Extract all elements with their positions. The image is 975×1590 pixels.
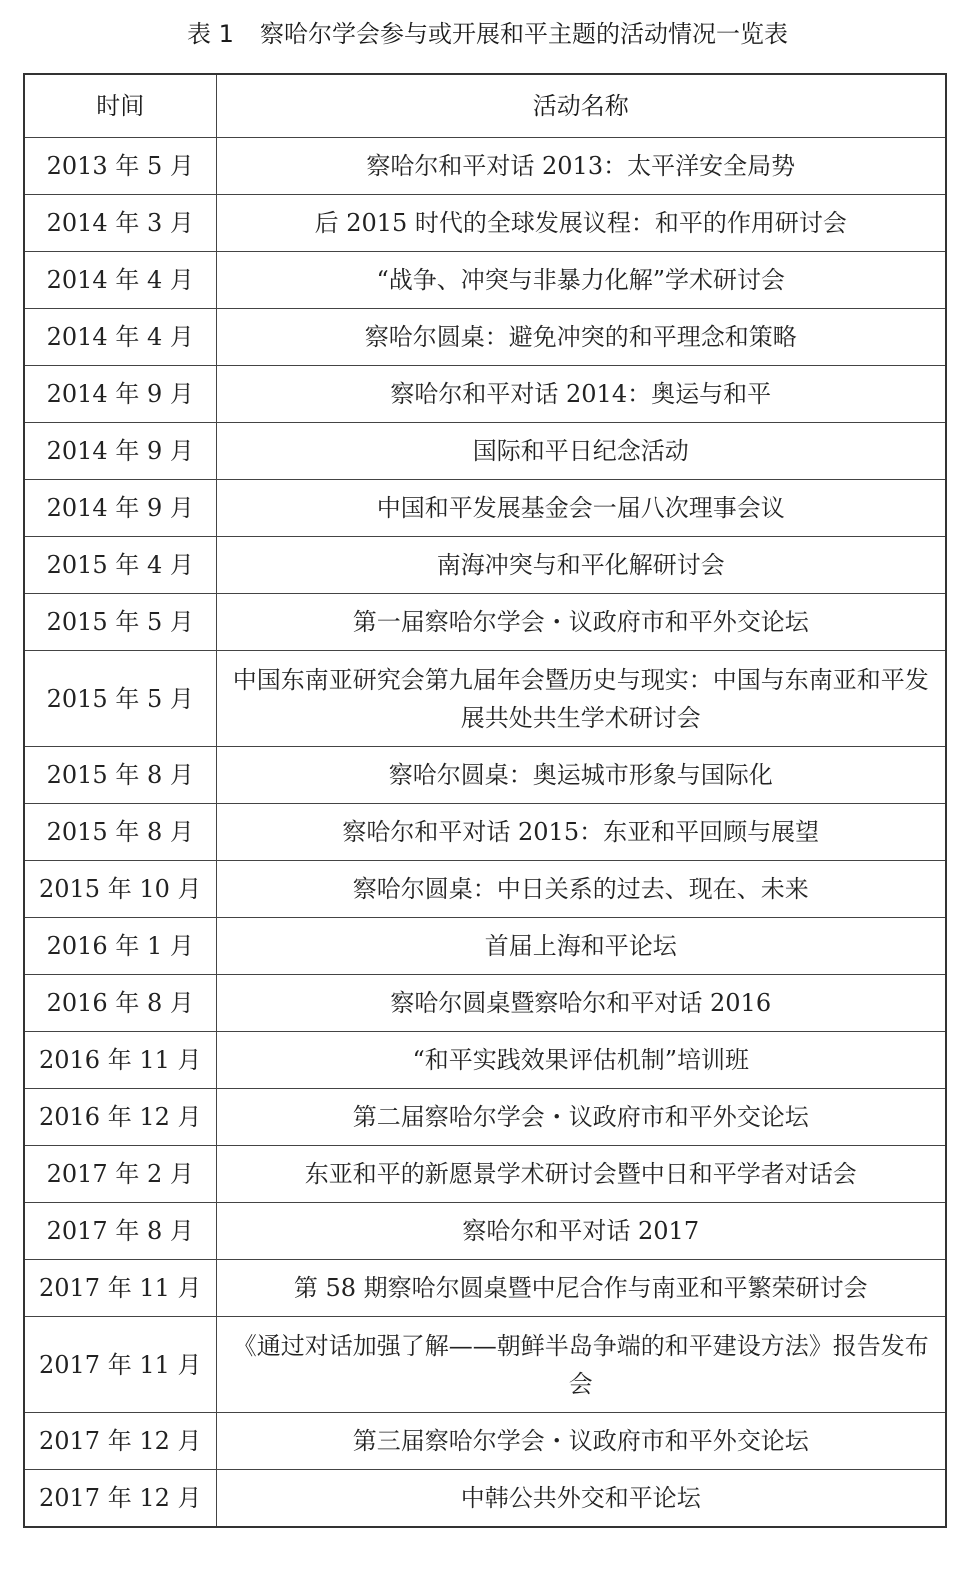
table-title: 察哈尔学会参与或开展和平主题的活动情况一览表	[259, 20, 788, 48]
cell-activity: 察哈尔和平对话 2017	[216, 1203, 946, 1260]
header-row	[24, 74, 946, 138]
cell-time: 2017 年 12 月	[24, 1413, 216, 1470]
cell-activity: 《通过对话加强了解——朝鲜半岛争端的和平建设方法》报告发布会	[216, 1317, 946, 1413]
cell-time: 2016 年 1 月	[24, 918, 216, 975]
cell-time: 2017 年 11 月	[24, 1260, 216, 1317]
cell-activity: 察哈尔和平对话 2014：奥运与和平	[216, 366, 946, 423]
table-row	[24, 1146, 946, 1203]
cell-activity: 东亚和平的新愿景学术研讨会暨中日和平学者对话会	[216, 1146, 946, 1203]
cell-time: 2017 年 12 月	[24, 1470, 216, 1527]
cell-activity: 第一届察哈尔学会・议政府市和平外交论坛	[216, 594, 946, 651]
cell-time: 2015 年 5 月	[24, 651, 216, 747]
table-row	[24, 804, 946, 861]
cell-time: 2014 年 4 月	[24, 309, 216, 366]
table-number: 表 1	[187, 20, 234, 48]
table-row	[24, 861, 946, 918]
cell-time: 2017 年 2 月	[24, 1146, 216, 1203]
table-row	[24, 423, 946, 480]
table-caption	[0, 14, 975, 54]
cell-activity: 第三届察哈尔学会・议政府市和平外交论坛	[216, 1413, 946, 1470]
table-row	[24, 1470, 946, 1527]
cell-activity: 中国东南亚研究会第九届年会暨历史与现实：中国与东南亚和平发展共处共生学术研讨会	[216, 651, 946, 747]
cell-time: 2014 年 9 月	[24, 480, 216, 537]
column-header-activity: 活动名称	[216, 74, 946, 138]
cell-time: 2016 年 12 月	[24, 1089, 216, 1146]
cell-time: 2016 年 8 月	[24, 975, 216, 1032]
cell-activity: 中韩公共外交和平论坛	[216, 1470, 946, 1527]
table-row	[24, 195, 946, 252]
cell-activity: 第 58 期察哈尔圆桌暨中尼合作与南亚和平繁荣研讨会	[216, 1260, 946, 1317]
cell-time: 2013 年 5 月	[24, 138, 216, 195]
cell-time: 2017 年 11 月	[24, 1317, 216, 1413]
cell-activity: “战争、冲突与非暴力化解”学术研讨会	[216, 252, 946, 309]
cell-time: 2017 年 8 月	[24, 1203, 216, 1260]
cell-activity: 察哈尔圆桌：中日关系的过去、现在、未来	[216, 861, 946, 918]
table-row	[24, 1317, 946, 1413]
cell-activity: 第二届察哈尔学会・议政府市和平外交论坛	[216, 1089, 946, 1146]
table-row	[24, 252, 946, 309]
cell-activity: 后 2015 时代的全球发展议程：和平的作用研讨会	[216, 195, 946, 252]
table-row	[24, 747, 946, 804]
cell-time: 2014 年 3 月	[24, 195, 216, 252]
cell-activity: 察哈尔圆桌：避免冲突的和平理念和策略	[216, 309, 946, 366]
cell-activity: 南海冲突与和平化解研讨会	[216, 537, 946, 594]
table-row	[24, 651, 946, 747]
cell-time: 2014 年 9 月	[24, 366, 216, 423]
table-row	[24, 1089, 946, 1146]
cell-activity: “和平实践效果评估机制”培训班	[216, 1032, 946, 1089]
cell-activity: 察哈尔和平对话 2013：太平洋安全局势	[216, 138, 946, 195]
table-row	[24, 1260, 946, 1317]
column-header-time: 时间	[24, 74, 216, 138]
table-row	[24, 594, 946, 651]
cell-time: 2015 年 8 月	[24, 747, 216, 804]
cell-time: 2014 年 4 月	[24, 252, 216, 309]
cell-activity: 国际和平日纪念活动	[216, 423, 946, 480]
cell-activity: 察哈尔圆桌：奥运城市形象与国际化	[216, 747, 946, 804]
table-row	[24, 975, 946, 1032]
table-row	[24, 309, 946, 366]
table-row	[24, 480, 946, 537]
table-row	[24, 366, 946, 423]
cell-time: 2015 年 4 月	[24, 537, 216, 594]
cell-activity: 首届上海和平论坛	[216, 918, 946, 975]
cell-time: 2015 年 5 月	[24, 594, 216, 651]
table-row	[24, 918, 946, 975]
cell-time: 2015 年 8 月	[24, 804, 216, 861]
cell-activity: 察哈尔和平对话 2015：东亚和平回顾与展望	[216, 804, 946, 861]
cell-activity: 中国和平发展基金会一届八次理事会议	[216, 480, 946, 537]
cell-time: 2016 年 11 月	[24, 1032, 216, 1089]
cell-activity: 察哈尔圆桌暨察哈尔和平对话 2016	[216, 975, 946, 1032]
activities-table	[23, 73, 947, 1528]
table-row	[24, 1032, 946, 1089]
cell-time: 2015 年 10 月	[24, 861, 216, 918]
table-row	[24, 537, 946, 594]
table-row	[24, 1203, 946, 1260]
table-row	[24, 1413, 946, 1470]
table-row	[24, 138, 946, 195]
cell-time: 2014 年 9 月	[24, 423, 216, 480]
